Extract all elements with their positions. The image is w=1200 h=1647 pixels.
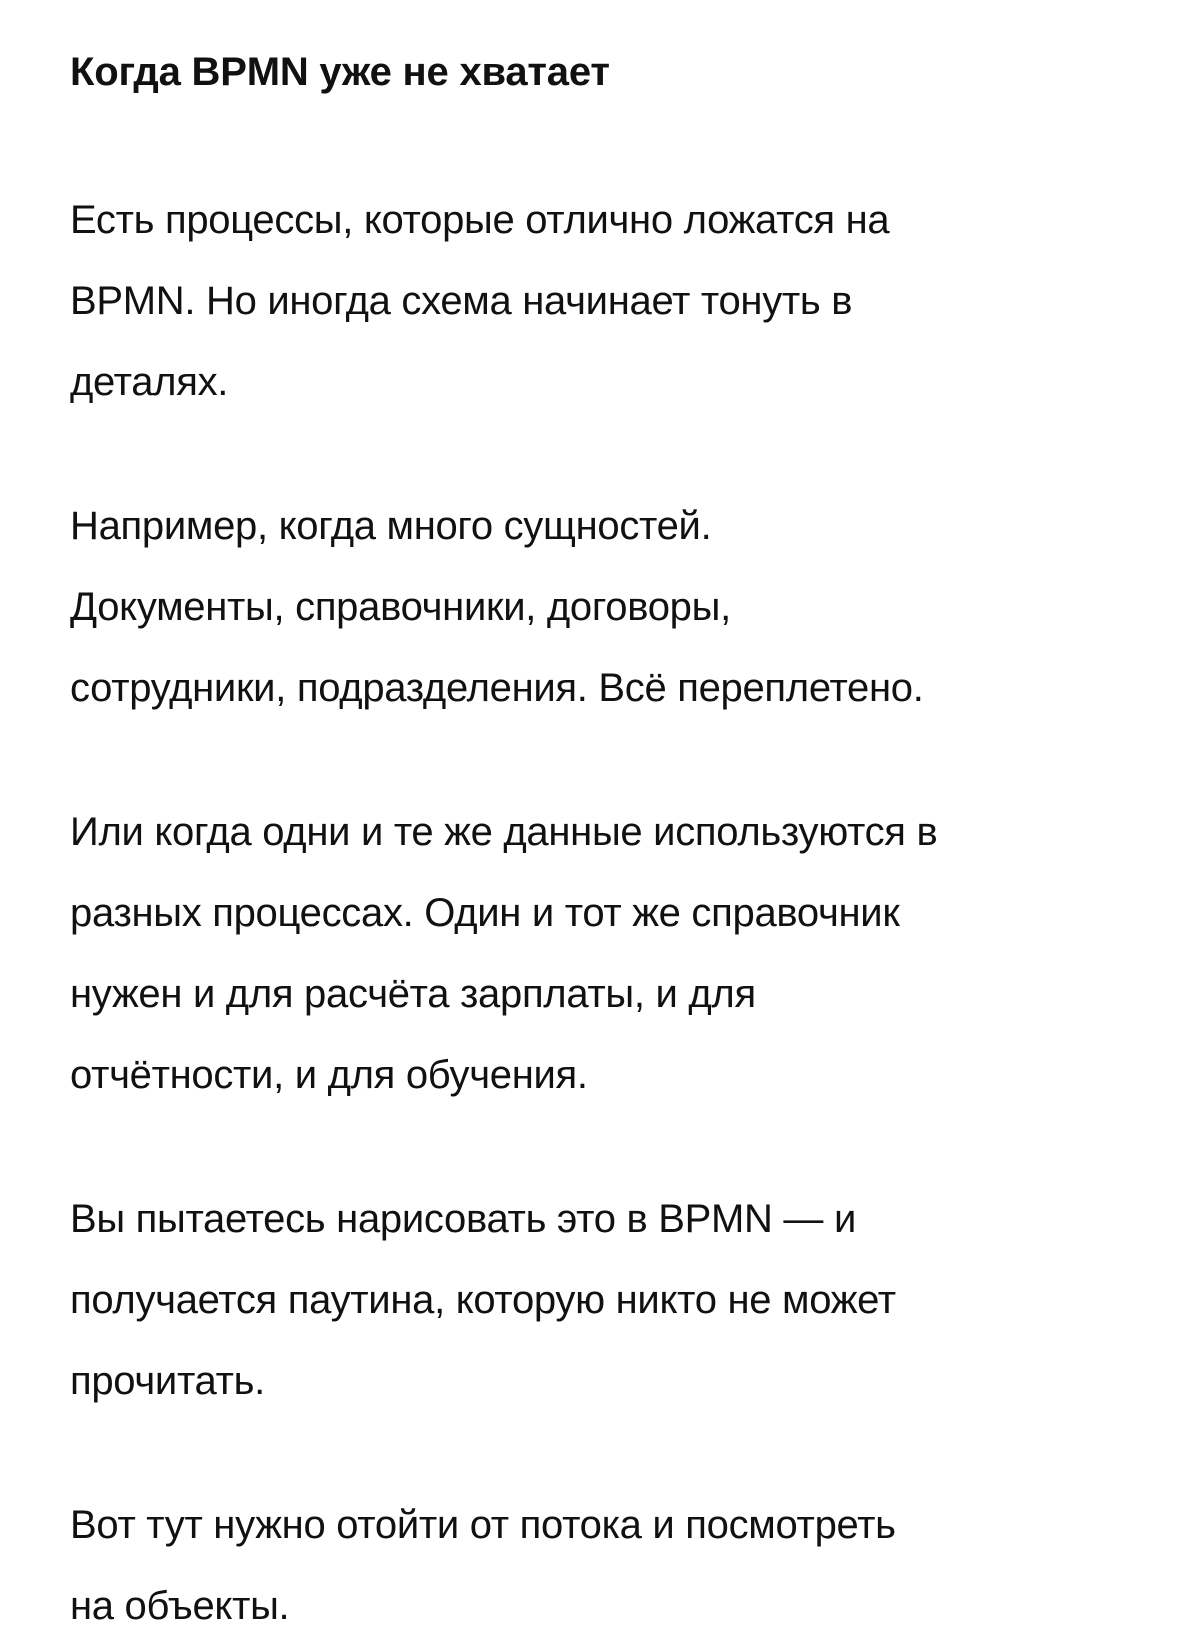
paragraph-objects: Вот тут нужно отойти от потока и посмотреть на объекты.	[70, 1503, 896, 1628]
paragraph-web: Вы пытаетесь нарисовать это в BPMN — и получается паутина, которую никто не может прочитать.	[70, 1197, 896, 1403]
paragraph-entities: Например, когда много сущностей. Документы, справочники, договоры, сотрудники, подразделения. Всё переплетено.	[70, 504, 924, 710]
article	[70, 42, 1170, 1647]
paragraph-shared-data: Или когда одни и те же данные используются в разных процессах. Один и тот же справочник нужен и для расчёта зарплаты, и для отчётности, и для обучения.	[70, 810, 938, 1097]
article-title: Когда BPMN уже не хватает	[70, 50, 610, 94]
paragraph-processes: Есть процессы, которые отлично ложатся на BPMN. Но иногда схема начинает тонуть в деталях.	[70, 198, 890, 404]
